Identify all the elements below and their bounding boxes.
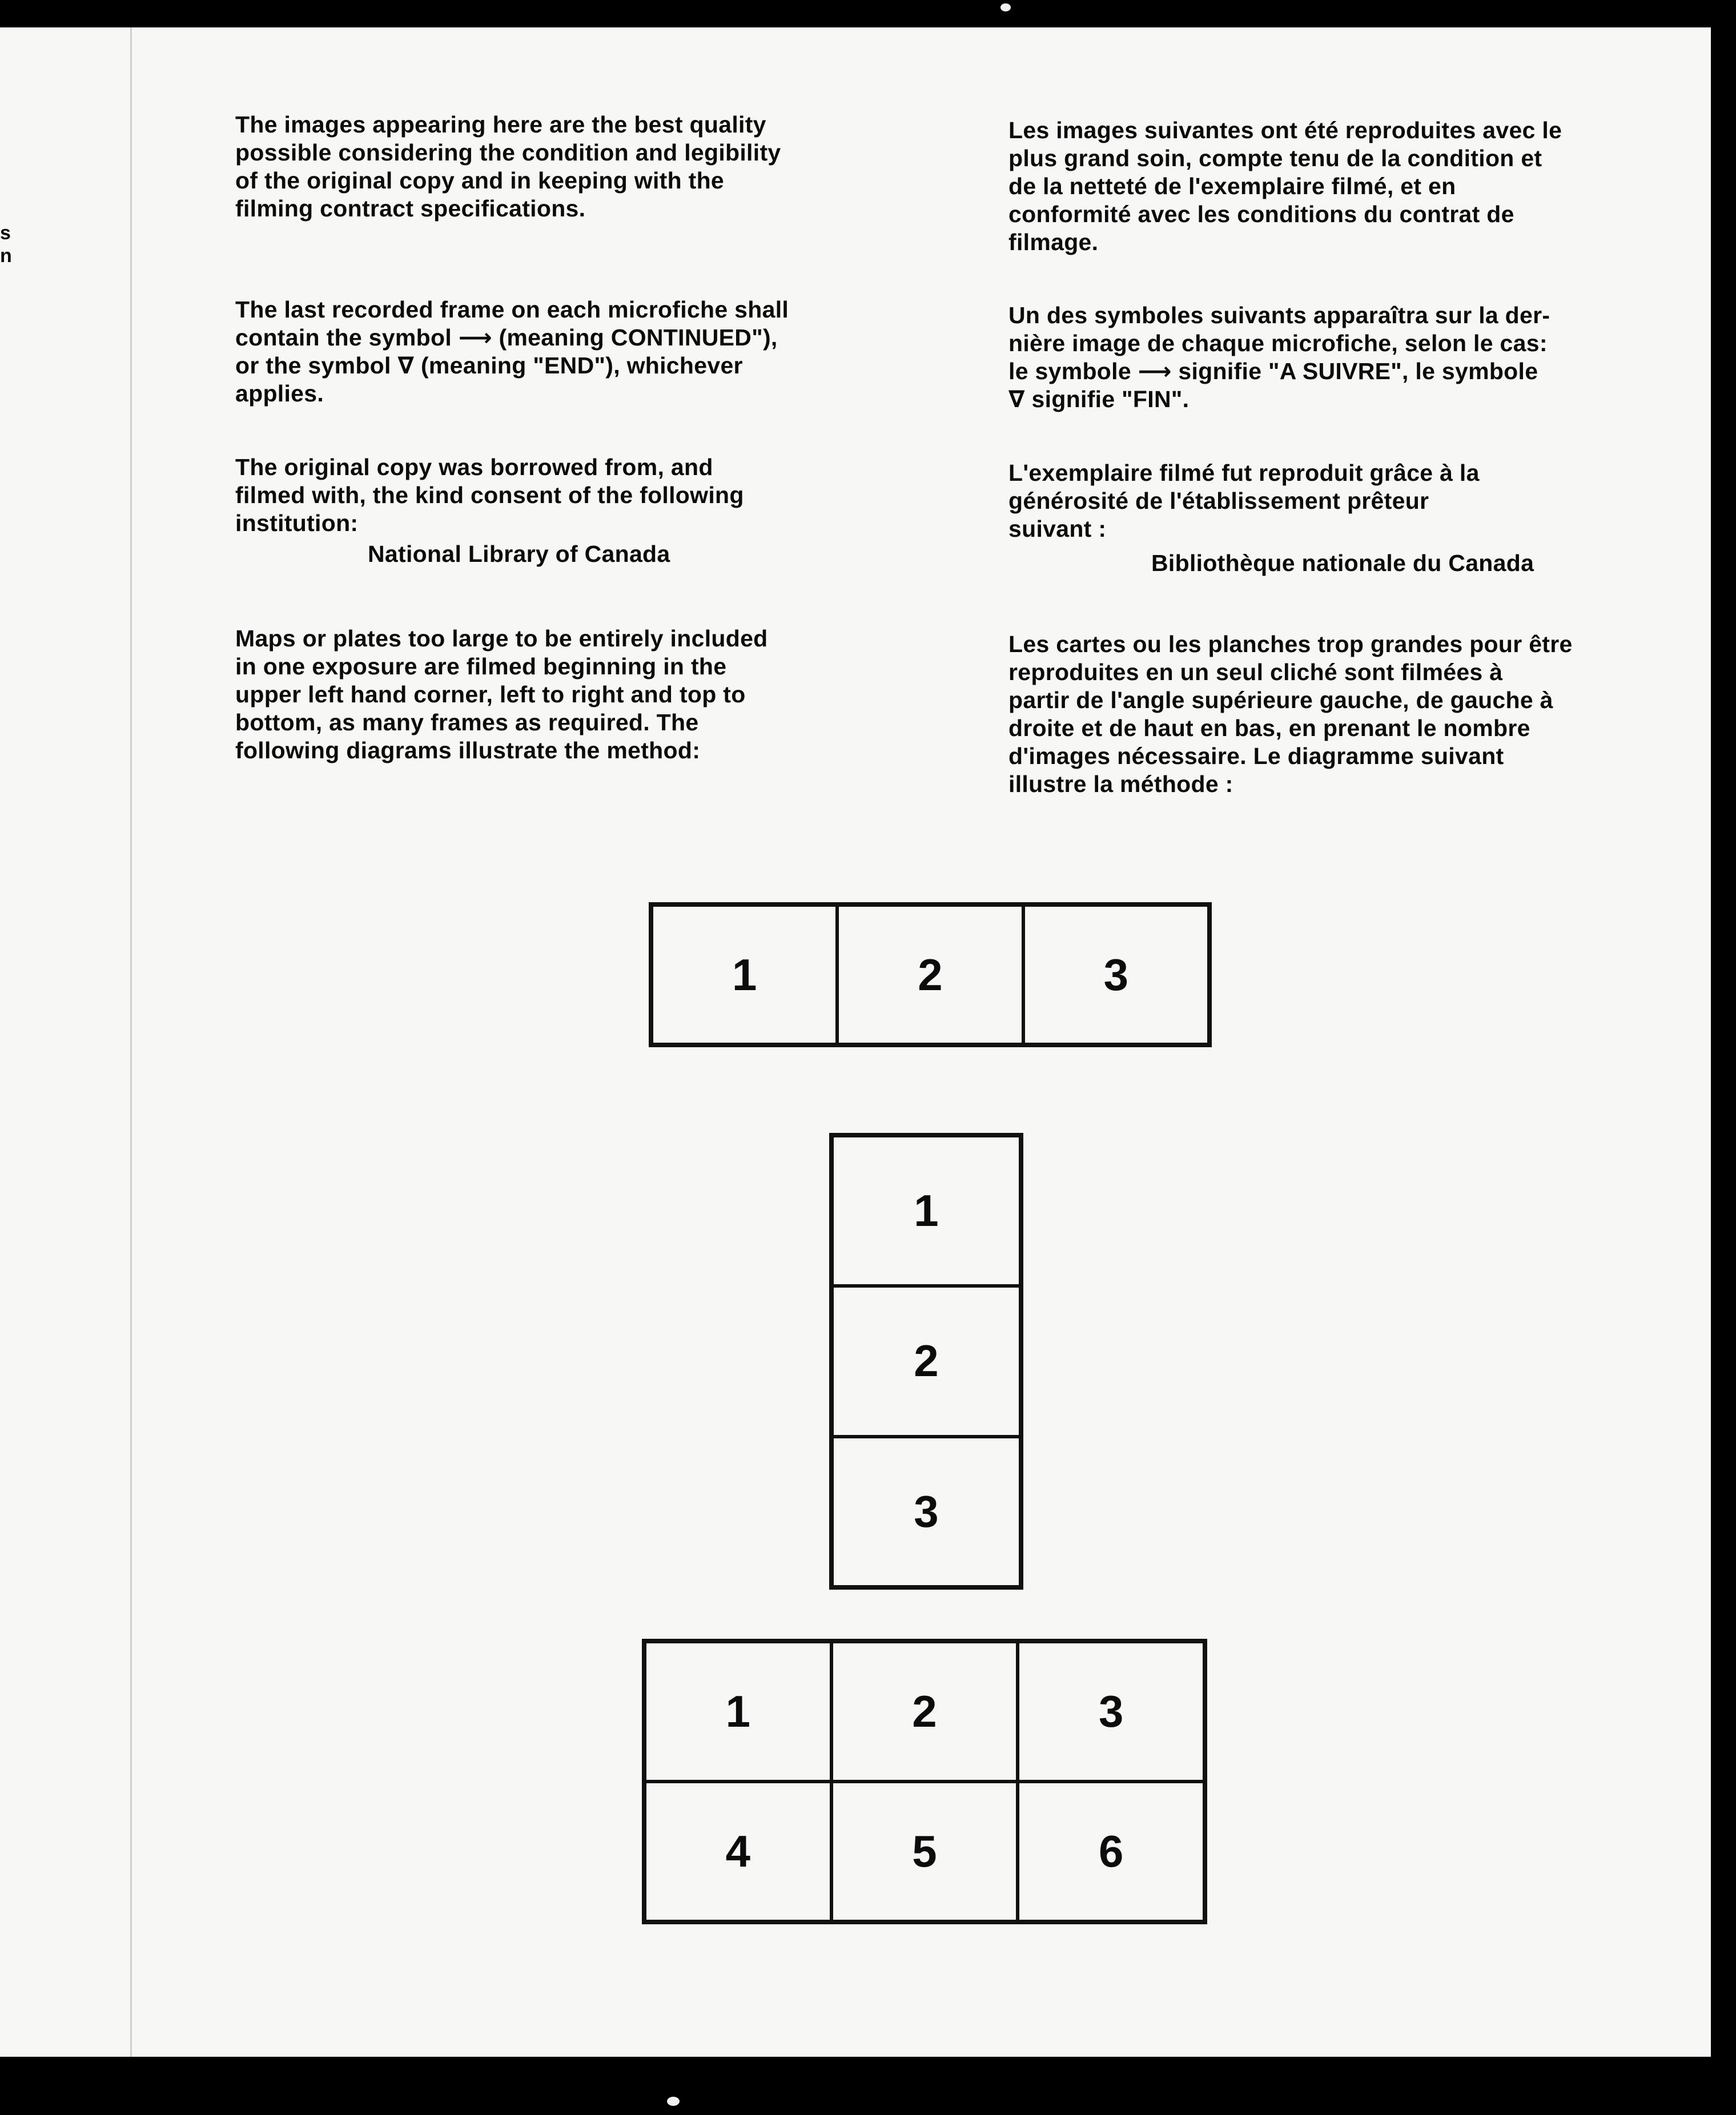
english-institution-paragraph: The original copy was borrowed from, and filmed with, the kind consent of the following institution:	[235, 454, 744, 536]
french-maps-paragraph: Les cartes ou les planches trop grandes pour être reproduites en un seul cliché sont filmées à partir de l'angle supérieure gauche, de gauche à droite et de haut en bas, en prenant le nombre d'images nécessaire. Le diagramme suivant illustre la méthode :	[1008, 631, 1573, 797]
frame-cell: 1	[832, 1136, 1020, 1286]
frame-cell: 5	[831, 1782, 1018, 1921]
english-quality-paragraph: The images appearing here are the best quality possible considering the condition and legibility of the original copy and in keeping with the filming contract specifications.	[235, 111, 781, 222]
frame-cell: 2	[832, 1286, 1020, 1436]
grid-frame-diagram	[642, 1639, 1207, 1924]
horizontal-frame-diagram	[649, 902, 1212, 1047]
frame-cell: 6	[1018, 1782, 1204, 1921]
margin-rule	[130, 27, 132, 2057]
vertical-frame-diagram	[829, 1133, 1023, 1590]
french-quality-paragraph: Les images suivantes ont été reproduites avec le plus grand soin, compte tenu de la condition et de la netteté de l'exemplaire filmé, et en conformité avec les conditions du contrat de filmage.	[1008, 117, 1562, 255]
scan-speck	[1000, 3, 1011, 11]
english-maps-paragraph: Maps or plates too large to be entirely included in one exposure are filmed beginning in the upper left hand corner, left to right and top to bottom, as many frames as required. The following diagrams illustrate the method:	[235, 625, 768, 763]
frame-cell: 3	[1018, 1642, 1204, 1782]
left-edge-fragment: s n	[0, 222, 12, 267]
scan-speck	[667, 2097, 680, 2106]
english-institution-name: National Library of Canada	[368, 541, 670, 567]
french-institution-paragraph: L'exemplaire filmé fut reproduit grâce à la générosité de l'établissement prêteur suivant :	[1008, 460, 1480, 542]
frame-cell: 1	[645, 1642, 831, 1782]
french-institution-name: Bibliothèque nationale du Canada	[1151, 550, 1534, 576]
english-symbol-paragraph: The last recorded frame on each microfiche shall contain the symbol ⟶ (meaning CONTINUED"), or the symbol ∇ (meaning "END"), whichever applies.	[235, 296, 789, 407]
frame-cell: 3	[832, 1437, 1020, 1587]
frame-cell: 4	[645, 1782, 831, 1921]
french-symbol-paragraph: Un des symboles suivants apparaîtra sur la der- nière image de chaque microfiche, selon le cas: le symbole ⟶ signifie "A SUIVRE", le symbole ∇ signifie "FIN".	[1008, 302, 1550, 412]
frame-cell: 3	[1023, 905, 1209, 1044]
frame-cell: 2	[831, 1642, 1018, 1782]
frame-cell: 2	[837, 905, 1023, 1044]
document-page	[0, 27, 1711, 2057]
frame-cell: 1	[652, 905, 837, 1044]
